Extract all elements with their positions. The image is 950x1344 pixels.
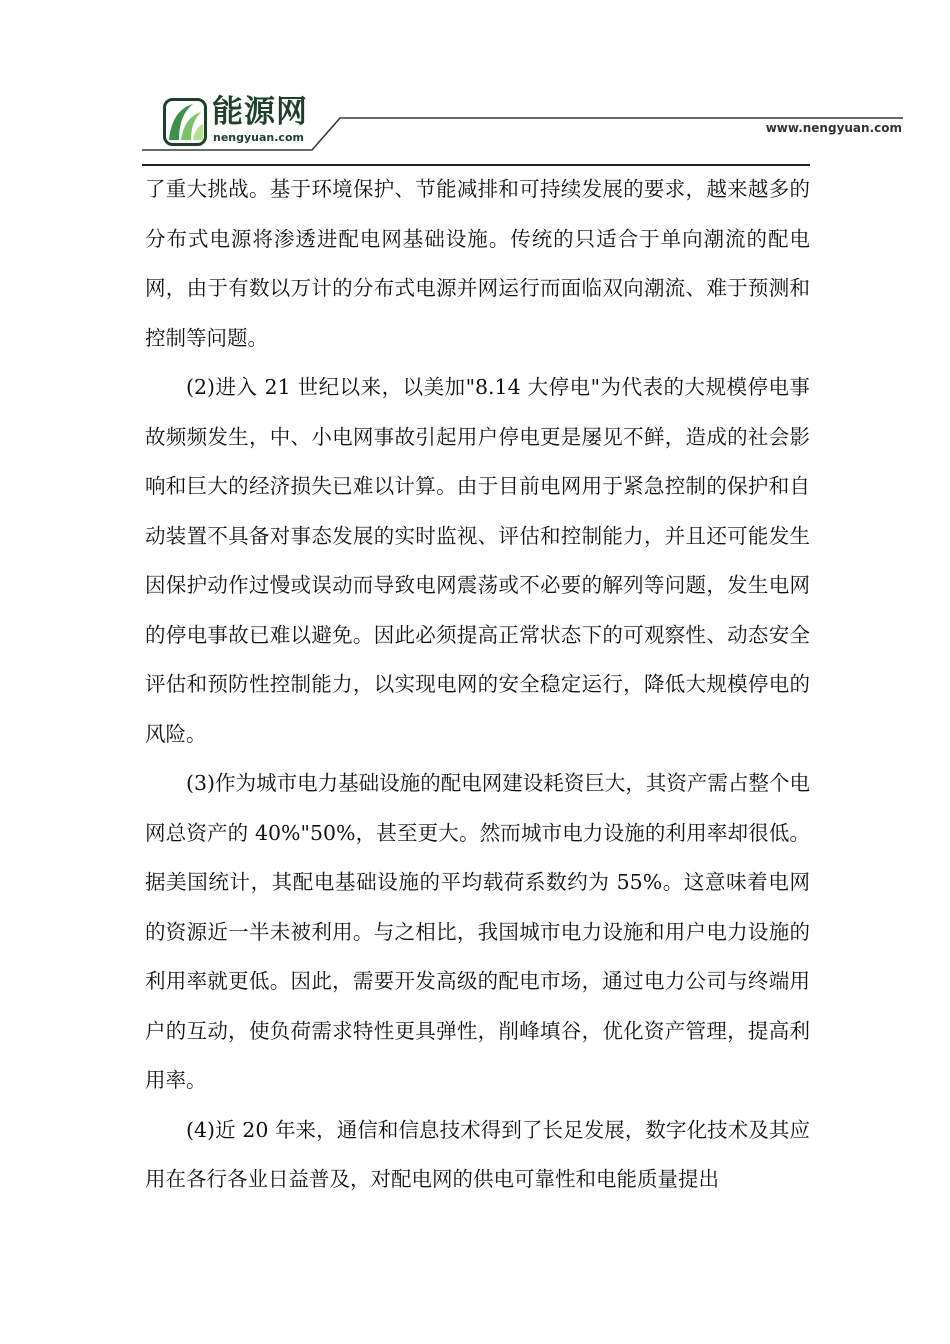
document-body <box>145 165 810 1205</box>
paragraph-4: (4)近 20 年来，通信和信息技术得到了长足发展，数字化技术及其应用在各行各业日益普及，对配电网的供电可靠性和电能质量提出 <box>145 1117 810 1191</box>
site-url: www.nengyuan.com <box>765 121 902 135</box>
logo-text-en: nengyuan.com <box>213 131 304 144</box>
page-header <box>0 0 950 170</box>
paragraph-3: (3)作为城市电力基础设施的配电网建设耗资巨大，其资产需占整个电网总资产的 40%"50%，甚至更大。然而城市电力设施的利用率却很低。据美国统计，其配电基础设施的平均载荷系数约为 55%。这意味着电网的资源近一半未被利用。与之相比，我国城市电力设施和用户电力设施的利用率就更低。因此，需要开发高级的配电市场，通过电力公司与终端用户的互动，使负荷需求特性更具弹性，削峰填谷，优化资产管理，提高利用率。 <box>145 771 810 1092</box>
header-rule <box>0 0 950 170</box>
paragraph-continuation: 了重大挑战。基于环境保护、节能减排和可持续发展的要求，越来越多的分布式电源将渗透进配电网基础设施。传统的只适合于单向潮流的配电网，由于有数以万计的分布式电源并网运行而面临双向潮流、难于预测和控制等问题。 <box>145 177 810 350</box>
paragraph-2: (2)进入 21 世纪以来，以美加"8.14 大停电"为代表的大规模停电事故频频发生，中、小电网事故引起用户停电更是屡见不鲜，造成的社会影响和巨大的经济损失已难以计算。由于目前电网用于紧急控制的保护和自动装置不具备对事态发展的实时监视、评估和控制能力，并且还可能发生因保护动作过慢或误动而导致电网震荡或不必要的解列等问题，发生电网的停电事故已难以避免。因此必须提高正常状态下的可观察性、动态安全评估和预防性控制能力，以实现电网的安全稳定运行，降低大规模停电的风险。 <box>145 375 810 746</box>
logo-text-cn: 能源网 <box>212 94 308 130</box>
